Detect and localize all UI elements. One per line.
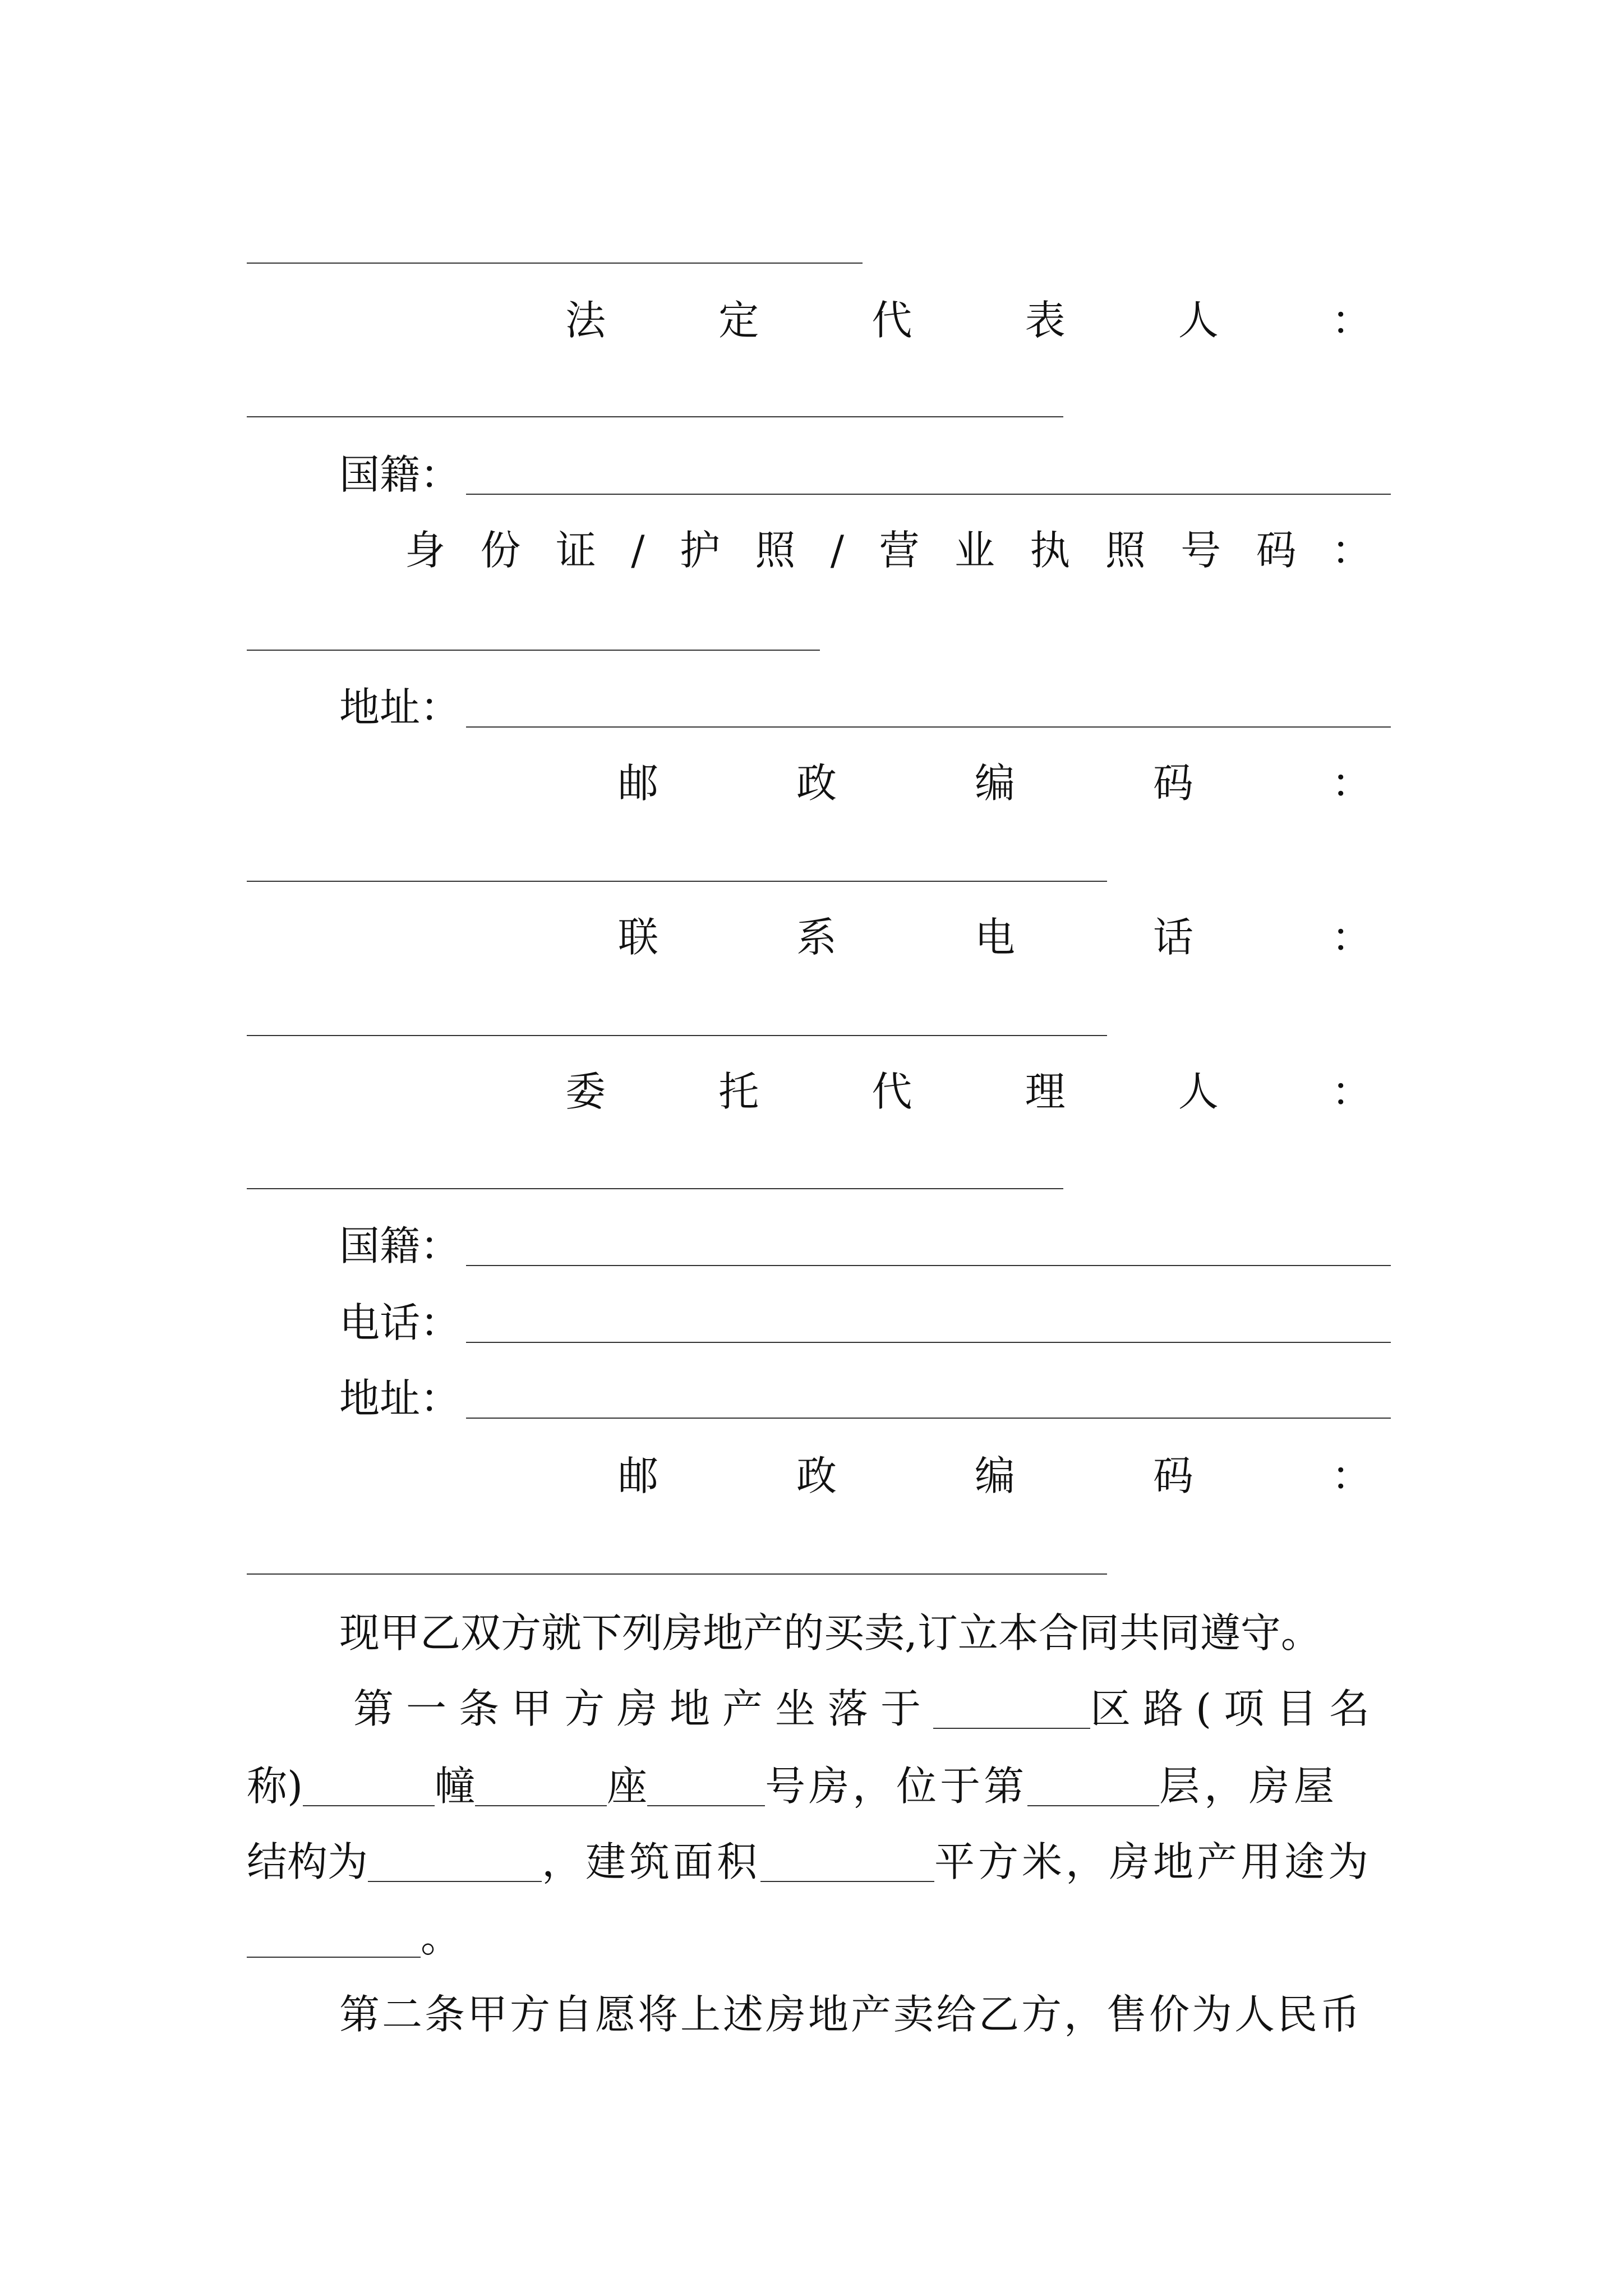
blank-line — [247, 263, 863, 264]
legal-rep-field[interactable] — [247, 416, 1063, 417]
area-blank[interactable] — [760, 1847, 934, 1882]
room-blank[interactable] — [647, 1772, 765, 1806]
postal-code-label: 邮 政 编 码 ： — [618, 760, 1372, 807]
article-2-paragraph: 第二条甲方自愿将上述房地产卖给乙方，售价为人民币 — [339, 1991, 1363, 2038]
agent-address-input[interactable] — [466, 1378, 1391, 1419]
address-field[interactable]: 地址： — [339, 687, 1391, 728]
nationality-input[interactable] — [466, 454, 1391, 495]
legal-rep-label: 法 定 代 表 人 ： — [565, 297, 1372, 344]
intro-paragraph: 现甲乙双方就下列房地产的买卖,订立本合同共同遵守。 — [339, 1609, 1321, 1657]
structure-blank[interactable] — [368, 1847, 542, 1882]
article-1-line-4: 。 — [247, 1917, 461, 1958]
agent-address-field[interactable]: 地址： — [339, 1378, 1391, 1419]
phone-field[interactable] — [247, 1035, 1107, 1036]
id-number-label: 身 份 证 / 护 照 / 营 业 执 照 号 码 ： — [405, 527, 1372, 574]
article-1-line-2: 称) 幢 座 号房，位于第 层，房屋 — [247, 1763, 1339, 1810]
nationality-field[interactable]: 国籍： — [339, 454, 1391, 495]
agent-postal-code-field[interactable] — [247, 1573, 1107, 1575]
agent-field[interactable] — [247, 1188, 1063, 1189]
agent-nationality-input[interactable] — [466, 1226, 1391, 1266]
article-1-line-1: 第一条甲方房地产坐落于 区路(项目名 — [353, 1685, 1382, 1732]
id-number-field[interactable] — [247, 650, 820, 651]
agent-nationality-field[interactable]: 国籍： — [339, 1226, 1391, 1266]
address-input[interactable] — [466, 687, 1391, 728]
agent-label: 委 托 代 理 人 ： — [565, 1068, 1372, 1115]
agent-phone-field[interactable]: 电话： — [339, 1303, 1391, 1343]
building-blank[interactable] — [303, 1772, 435, 1806]
article-1-line-3: 结构为 ，建筑面积 平方米，房地产用途为 — [247, 1838, 1372, 1885]
agent-postal-code-label: 邮 政 编 码 ： — [618, 1452, 1372, 1499]
agent-phone-input[interactable] — [466, 1303, 1391, 1343]
postal-code-field[interactable] — [247, 881, 1107, 882]
usage-blank[interactable] — [247, 1923, 421, 1958]
floor-blank[interactable] — [1027, 1772, 1159, 1806]
block-blank[interactable] — [475, 1772, 607, 1806]
phone-label: 联 系 电 话 ： — [618, 914, 1372, 961]
district-blank[interactable] — [933, 1694, 1090, 1729]
